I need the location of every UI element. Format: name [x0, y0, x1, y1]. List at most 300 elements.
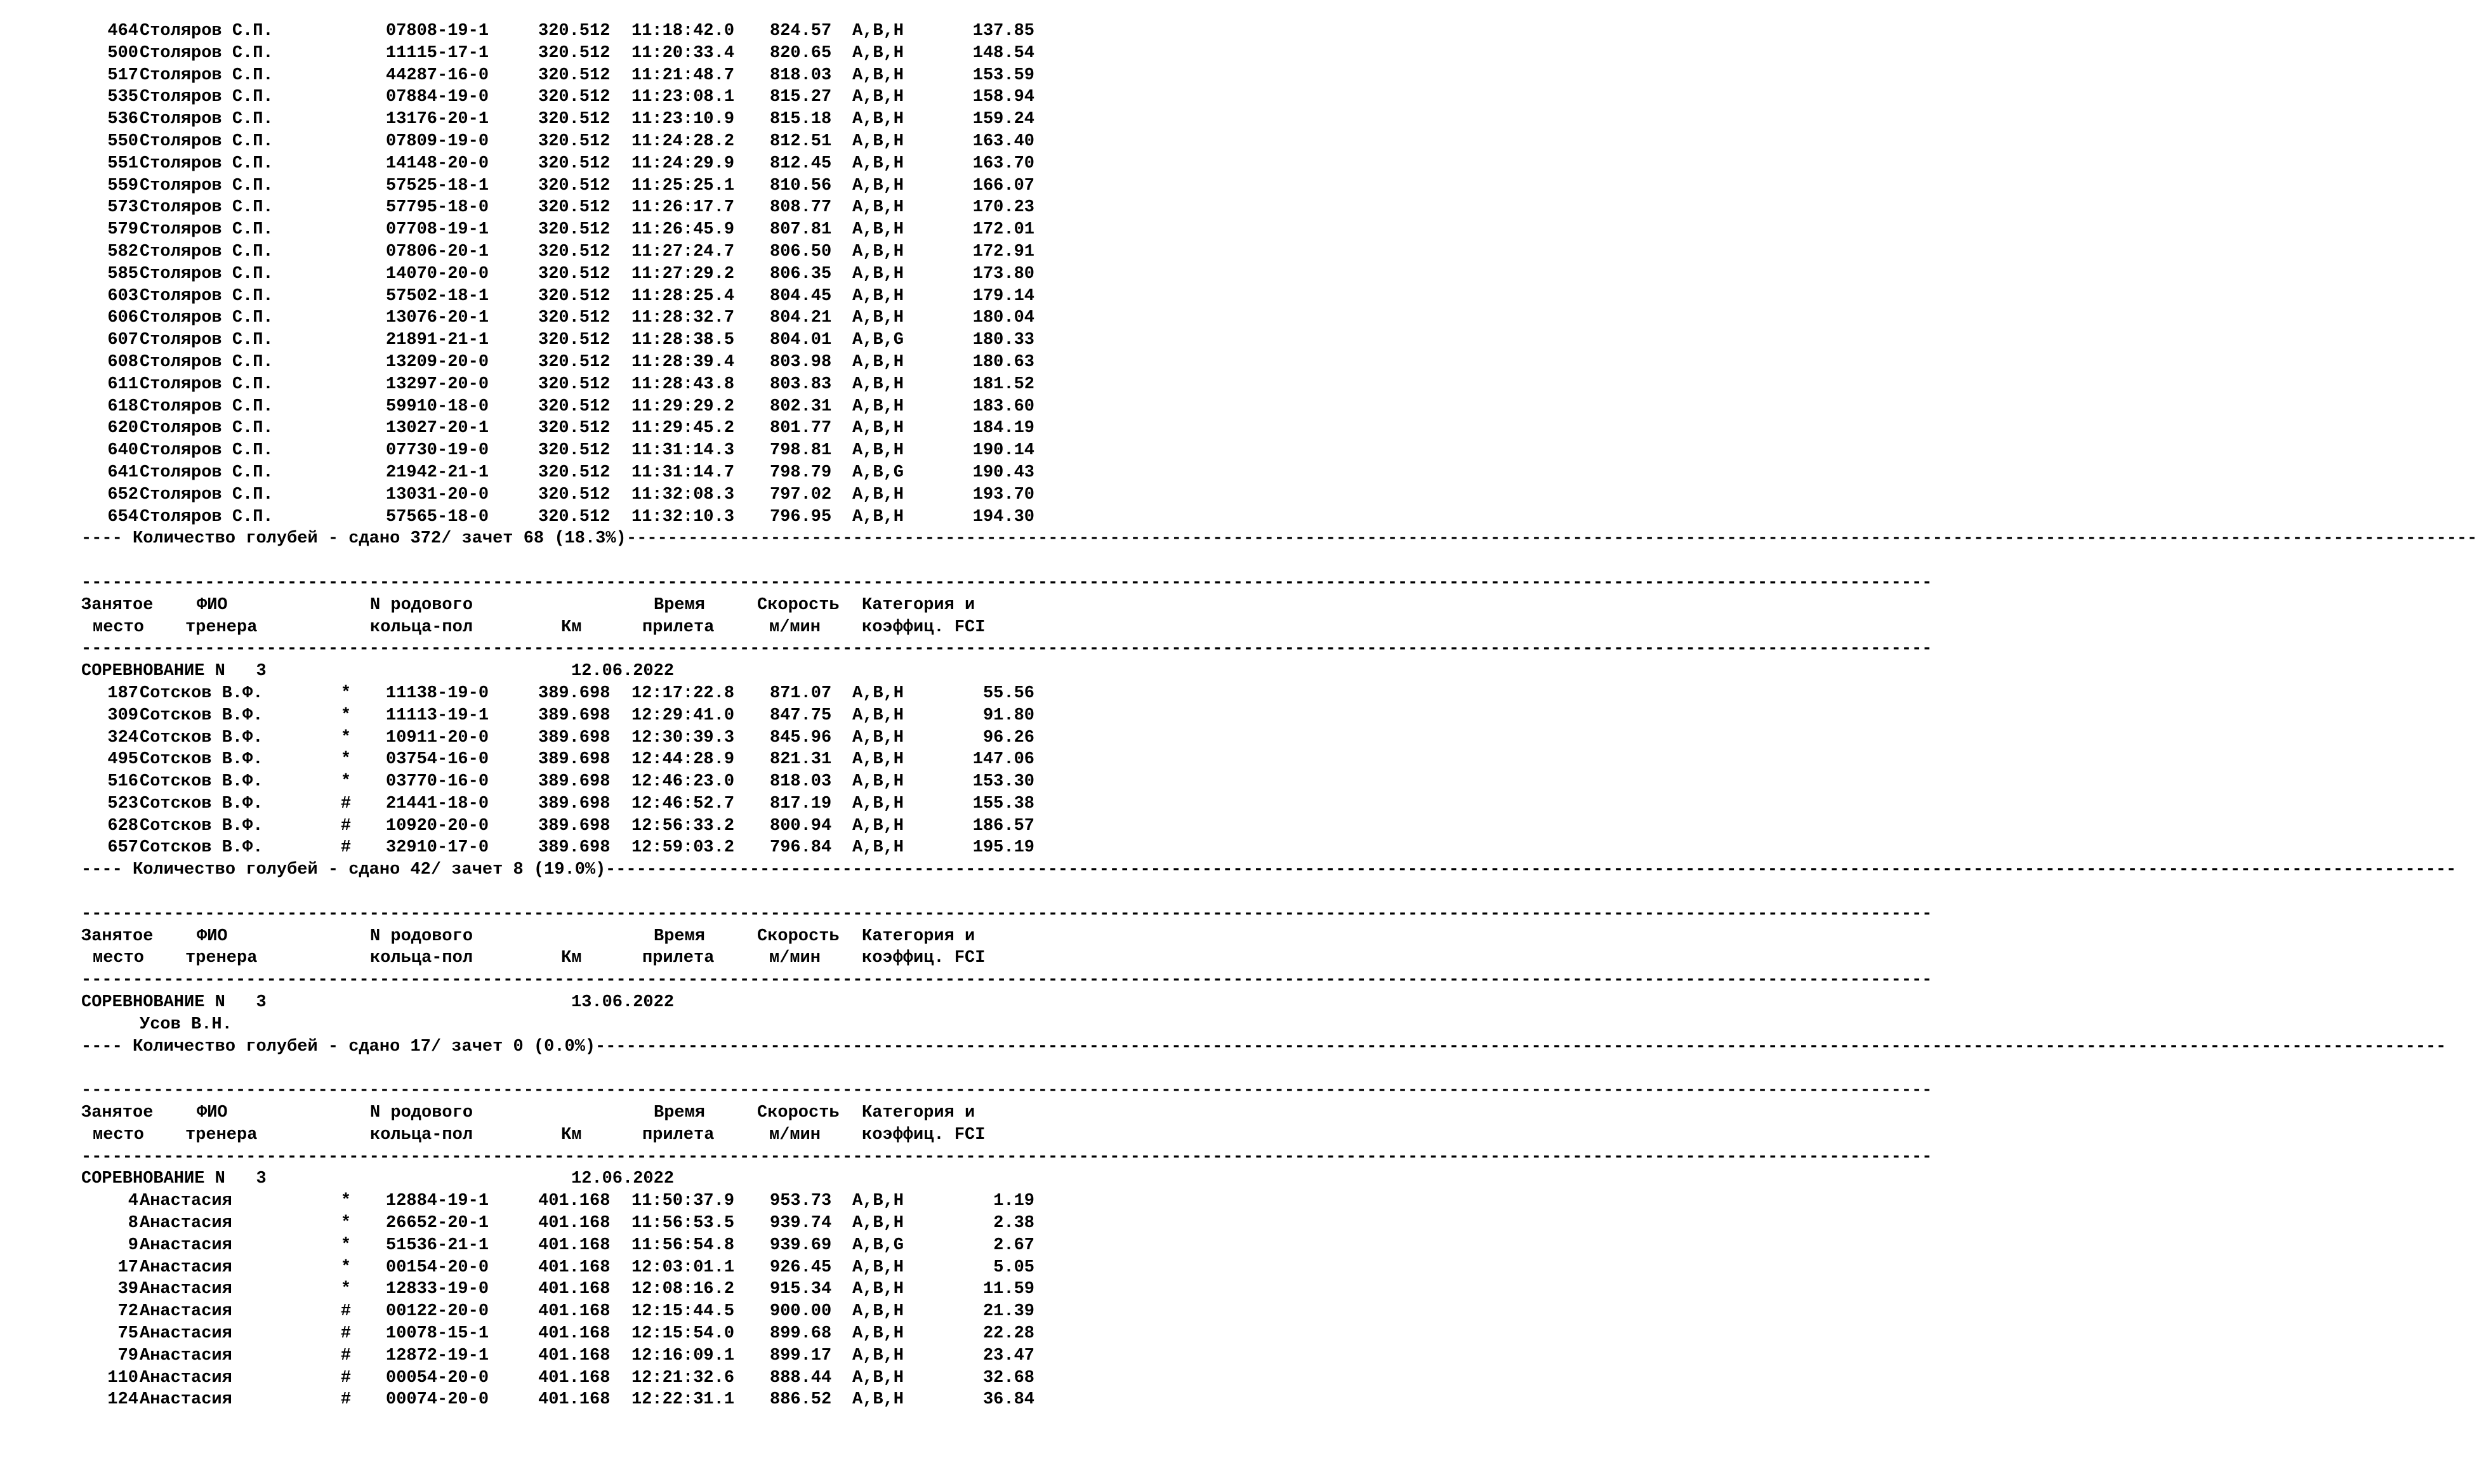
cell-time: 12:59:03.2 — [631, 838, 735, 858]
table-row — [0, 1235, 1050, 1257]
cell-speed: 915.34 — [770, 1280, 832, 1299]
cell-fci: 22.28 — [982, 1324, 1034, 1344]
table-row — [0, 771, 1050, 793]
cell-speed: 824.57 — [770, 22, 832, 41]
cell-place: 517 — [107, 65, 138, 85]
trainer-name: Усов В.Н. — [140, 1015, 232, 1034]
cell-cat: A,B,H — [852, 1192, 904, 1211]
cell-time: 12:30:39.3 — [631, 728, 735, 747]
cell-ring: 11113-19-1 — [386, 706, 489, 725]
cell-speed: 806.50 — [770, 242, 832, 261]
cell-km: 320.512 — [538, 65, 611, 85]
cell-speed: 888.44 — [770, 1368, 832, 1388]
cell-name: Анастасия — [140, 1257, 232, 1277]
cell-fci: 2.67 — [993, 1235, 1034, 1255]
cell-fci: 172.91 — [972, 242, 1034, 261]
table-row — [0, 1278, 1050, 1301]
summary-text: ---- Количество голубей - сдано 17/ зачет 0 (0.0%) — [81, 1037, 596, 1056]
cell-place: 9 — [128, 1235, 138, 1255]
cell-ring: 13209-20-0 — [386, 352, 489, 372]
cell-place: 124 — [107, 1390, 138, 1410]
competition-label: СОРЕВНОВАНИЕ N 3 — [81, 662, 267, 681]
cell-time: 12:44:28.9 — [631, 750, 735, 770]
blank-line — [0, 1058, 1050, 1080]
header-rule-bottom — [0, 1146, 1932, 1169]
cell-time: 11:24:29.9 — [631, 154, 735, 173]
cell-fci: 96.26 — [982, 728, 1034, 747]
cell-speed: 806.35 — [770, 264, 832, 284]
cell-name: Столяров С.П. — [140, 198, 274, 218]
table-row — [0, 307, 1050, 329]
cell-speed: 926.45 — [770, 1257, 832, 1277]
cell-time: 11:31:14.3 — [631, 441, 735, 461]
header-rule-bottom — [0, 638, 1932, 660]
header-category-2: коэффиц. FCI — [862, 1125, 986, 1145]
cell-ring: 12833-19-0 — [386, 1280, 489, 1299]
header-time: Время — [654, 926, 706, 946]
cell-cat: A,B,H — [852, 1280, 904, 1299]
cell-ring: 13076-20-1 — [386, 308, 489, 328]
cell-ring: 00122-20-0 — [386, 1302, 489, 1322]
header-category-2: коэффиц. FCI — [862, 949, 986, 968]
cell-name: Анастасия — [140, 1280, 232, 1299]
column-header-row-2 — [0, 1124, 1050, 1146]
cell-cat: A,B,H — [852, 374, 904, 394]
cell-speed: 812.51 — [770, 131, 832, 151]
cell-place: 551 — [107, 154, 138, 173]
cell-fci: 183.60 — [972, 397, 1034, 416]
cell-speed: 939.74 — [770, 1214, 832, 1233]
cell-speed: 801.77 — [770, 419, 832, 438]
cell-ring: 07708-19-1 — [386, 220, 489, 240]
cell-km: 401.168 — [538, 1214, 611, 1233]
cell-fci: 155.38 — [972, 794, 1034, 813]
cell-cat: A,B,H — [852, 838, 904, 858]
header-category: Категория и — [862, 595, 975, 615]
cell-speed: 796.95 — [770, 507, 832, 527]
cell-time: 11:28:38.5 — [631, 331, 735, 350]
table-row — [0, 1389, 1050, 1411]
cell-speed: 804.01 — [770, 331, 832, 350]
cell-place: 324 — [107, 728, 138, 747]
cell-name: Анастасия — [140, 1302, 232, 1322]
header-place-2: место — [93, 949, 145, 968]
cell-cat: A,B,H — [852, 22, 904, 41]
cell-cat: A,B,H — [852, 88, 904, 107]
cell-name: Анастасия — [140, 1235, 232, 1255]
cell-ring: 44287-16-0 — [386, 65, 489, 85]
summary-line — [0, 859, 2457, 881]
cell-speed: 800.94 — [770, 816, 832, 836]
header-time-2: прилета — [642, 949, 715, 968]
cell-time: 11:28:43.8 — [631, 374, 735, 394]
dashed-rule: ------------------------------------------------------------------------------------------------------------------------------------------------------------------------------------ — [81, 971, 1932, 990]
cell-time: 11:56:54.8 — [631, 1235, 735, 1255]
cell-ring: 10911-20-0 — [386, 728, 489, 747]
cell-time: 12:08:16.2 — [631, 1280, 735, 1299]
cell-speed: 815.18 — [770, 110, 832, 129]
cell-name: Сотсков В.Ф. — [140, 750, 263, 770]
cell-mark: * — [340, 1192, 352, 1211]
cell-place: 654 — [107, 507, 138, 527]
cell-ring: 00074-20-0 — [386, 1390, 489, 1410]
cell-name: Столяров С.П. — [140, 308, 274, 328]
table-row — [0, 396, 1050, 418]
cell-km: 389.698 — [538, 838, 611, 858]
cell-fci: 179.14 — [972, 286, 1034, 306]
header-category: Категория и — [862, 1103, 975, 1123]
cell-place: 8 — [128, 1214, 138, 1233]
cell-time: 11:26:45.9 — [631, 220, 735, 240]
cell-ring: 13297-20-0 — [386, 374, 489, 394]
cell-speed: 812.45 — [770, 154, 832, 173]
cell-cat: A,B,G — [852, 331, 904, 350]
cell-time: 12:15:54.0 — [631, 1324, 735, 1344]
cell-name: Сотсков В.Ф. — [140, 794, 263, 813]
cell-cat: A,B,H — [852, 816, 904, 836]
cell-ring: 03770-16-0 — [386, 772, 489, 792]
cell-name: Сотсков В.Ф. — [140, 772, 263, 792]
header-ring-2: кольца-пол — [370, 949, 473, 968]
cell-cat: A,B,H — [852, 154, 904, 173]
table-row — [0, 286, 1050, 308]
cell-speed: 802.31 — [770, 397, 832, 416]
dashed-rule: ------------------------------------------------------------------------------------------------------------------------------------------------------------------------------------ — [81, 640, 1932, 659]
cell-speed: 900.00 — [770, 1302, 832, 1322]
table-row — [0, 374, 1050, 396]
cell-speed: 807.81 — [770, 220, 832, 240]
header-speed-2: м/мин — [769, 949, 821, 968]
cell-ring: 14070-20-0 — [386, 264, 489, 284]
cell-km: 320.512 — [538, 220, 611, 240]
summary-dash-fill: ------------------------------------------------------------------------------------------------------------------------------------------------------------------------------------ — [595, 1037, 2447, 1056]
cell-fci: 180.63 — [972, 352, 1034, 372]
table-row — [0, 20, 1050, 43]
cell-ring: 57525-18-1 — [386, 176, 489, 195]
table-row — [0, 175, 1050, 197]
cell-name: Столяров С.П. — [140, 485, 274, 504]
cell-cat: A,B,H — [852, 794, 904, 813]
cell-km: 320.512 — [538, 242, 611, 261]
cell-km: 320.512 — [538, 198, 611, 218]
cell-name: Столяров С.П. — [140, 22, 274, 41]
cell-ring: 11138-19-0 — [386, 683, 489, 703]
cell-speed: 810.56 — [770, 176, 832, 195]
cell-speed: 798.79 — [770, 463, 832, 482]
cell-km: 320.512 — [538, 131, 611, 151]
dashed-rule: ------------------------------------------------------------------------------------------------------------------------------------------------------------------------------------ — [81, 1081, 1932, 1101]
cell-mark: * — [340, 772, 352, 792]
cell-ring: 59910-18-0 — [386, 397, 489, 416]
cell-name: Столяров С.П. — [140, 419, 274, 438]
cell-km: 320.512 — [538, 154, 611, 173]
cell-name: Столяров С.П. — [140, 154, 274, 173]
table-row — [0, 749, 1050, 771]
table-row — [0, 241, 1050, 263]
cell-km: 320.512 — [538, 374, 611, 394]
cell-ring: 10078-15-1 — [386, 1324, 489, 1344]
cell-place: 72 — [117, 1302, 138, 1322]
cell-name: Столяров С.П. — [140, 286, 274, 306]
cell-speed: 818.03 — [770, 65, 832, 85]
cell-ring: 13027-20-1 — [386, 419, 489, 438]
cell-cat: A,B,H — [852, 419, 904, 438]
cell-fci: 91.80 — [982, 706, 1034, 725]
cell-km: 320.512 — [538, 507, 611, 527]
competition-label: СОРЕВНОВАНИЕ N 3 — [81, 1169, 267, 1189]
cell-name: Столяров С.П. — [140, 43, 274, 63]
cell-km: 320.512 — [538, 43, 611, 63]
cell-fci: 5.05 — [993, 1257, 1034, 1277]
cell-cat: A,B,H — [852, 1324, 904, 1344]
cell-place: 536 — [107, 110, 138, 129]
cell-cat: A,B,H — [852, 1368, 904, 1388]
cell-time: 11:32:10.3 — [631, 507, 735, 527]
cell-cat: A,B,H — [852, 1302, 904, 1322]
cell-mark: * — [340, 728, 352, 747]
cell-km: 401.168 — [538, 1346, 611, 1365]
header-name-2: тренера — [185, 949, 258, 968]
cell-speed: 798.81 — [770, 441, 832, 461]
header-rule-bottom — [0, 969, 1932, 992]
cell-km: 320.512 — [538, 331, 611, 350]
cell-cat: A,B,H — [852, 441, 904, 461]
cell-speed: 804.45 — [770, 286, 832, 306]
cell-time: 12:29:41.0 — [631, 706, 735, 725]
cell-speed: 820.65 — [770, 43, 832, 63]
column-header-row-1 — [0, 594, 1050, 617]
cell-km: 320.512 — [538, 441, 611, 461]
cell-speed: 871.07 — [770, 683, 832, 703]
cell-name: Анастасия — [140, 1390, 232, 1410]
cell-mark: # — [340, 794, 352, 813]
cell-cat: A,B,H — [852, 352, 904, 372]
header-place: Занятое — [81, 595, 154, 615]
cell-ring: 13031-20-0 — [386, 485, 489, 504]
header-speed: Скорость — [757, 595, 840, 615]
cell-name: Столяров С.П. — [140, 88, 274, 107]
cell-name: Столяров С.П. — [140, 65, 274, 85]
dashed-rule: ------------------------------------------------------------------------------------------------------------------------------------------------------------------------------------ — [81, 904, 1932, 924]
cell-mark: # — [340, 1302, 352, 1322]
cell-ring: 12884-19-1 — [386, 1192, 489, 1211]
cell-km: 401.168 — [538, 1192, 611, 1211]
cell-place: 75 — [117, 1324, 138, 1344]
cell-mark: # — [340, 816, 352, 836]
header-time: Время — [654, 1103, 706, 1123]
cell-km: 320.512 — [538, 88, 611, 107]
cell-ring: 21942-21-1 — [386, 463, 489, 482]
cell-name: Столяров С.П. — [140, 352, 274, 372]
cell-speed: 899.68 — [770, 1324, 832, 1344]
trainer-line — [0, 1014, 1050, 1036]
cell-fci: 184.19 — [972, 419, 1034, 438]
cell-speed: 939.69 — [770, 1235, 832, 1255]
competition-label: СОРЕВНОВАНИЕ N 3 — [81, 993, 267, 1013]
cell-time: 11:27:29.2 — [631, 264, 735, 284]
cell-km: 389.698 — [538, 683, 611, 703]
cell-cat: A,B,H — [852, 397, 904, 416]
cell-fci: 153.30 — [972, 772, 1034, 792]
header-time: Время — [654, 595, 706, 615]
cell-name: Сотсков В.Ф. — [140, 683, 263, 703]
table-row — [0, 837, 1050, 859]
table-row — [0, 219, 1050, 241]
header-place-2: место — [93, 617, 145, 637]
cell-place: 606 — [107, 308, 138, 328]
cell-fci: 137.85 — [972, 22, 1034, 41]
table-row — [0, 153, 1050, 175]
cell-speed: 953.73 — [770, 1192, 832, 1211]
cell-fci: 170.23 — [972, 198, 1034, 218]
cell-km: 320.512 — [538, 110, 611, 129]
cell-name: Столяров С.П. — [140, 397, 274, 416]
cell-place: 39 — [117, 1280, 138, 1299]
cell-ring: 26652-20-1 — [386, 1214, 489, 1233]
cell-place: 582 — [107, 242, 138, 261]
cell-speed: 803.83 — [770, 374, 832, 394]
header-km: Км — [561, 617, 582, 637]
cell-cat: A,B,H — [852, 110, 904, 129]
header-speed-2: м/мин — [769, 617, 821, 637]
cell-km: 401.168 — [538, 1257, 611, 1277]
cell-cat: A,B,H — [852, 772, 904, 792]
cell-ring: 57795-18-0 — [386, 198, 489, 218]
cell-place: 523 — [107, 794, 138, 813]
cell-speed: 899.17 — [770, 1346, 832, 1365]
header-rule-top — [0, 572, 1932, 594]
cell-cat: A,B,H — [852, 176, 904, 195]
cell-km: 320.512 — [538, 286, 611, 306]
header-rule-top — [0, 1080, 1932, 1102]
cell-fci: 173.80 — [972, 264, 1034, 284]
header-speed: Скорость — [757, 926, 840, 946]
cell-ring: 57565-18-0 — [386, 507, 489, 527]
column-header-row-2 — [0, 617, 1050, 639]
cell-ring: 13176-20-1 — [386, 110, 489, 129]
cell-speed: 808.77 — [770, 198, 832, 218]
cell-speed: 804.21 — [770, 308, 832, 328]
cell-place: 640 — [107, 441, 138, 461]
cell-fci: 180.33 — [972, 331, 1034, 350]
cell-fci: 55.56 — [982, 683, 1034, 703]
cell-time: 11:31:14.7 — [631, 463, 735, 482]
cell-name: Сотсков В.Ф. — [140, 706, 263, 725]
cell-fci: 159.24 — [972, 110, 1034, 129]
header-name: ФИО — [197, 926, 228, 946]
table-row — [0, 1257, 1050, 1279]
cell-fci: 32.68 — [982, 1368, 1034, 1388]
cell-km: 389.698 — [538, 794, 611, 813]
header-ring-2: кольца-пол — [370, 1125, 473, 1145]
cell-name: Столяров С.П. — [140, 110, 274, 129]
cell-ring: 07730-19-0 — [386, 441, 489, 461]
cell-fci: 148.54 — [972, 43, 1034, 63]
summary-text: ---- Количество голубей - сдано 42/ зачет 8 (19.0%) — [81, 860, 606, 880]
header-ring: N родового — [370, 1103, 473, 1123]
cell-ring: 00054-20-0 — [386, 1368, 489, 1388]
cell-name: Столяров С.П. — [140, 242, 274, 261]
competition-date: 12.06.2022 — [571, 1169, 675, 1189]
cell-time: 11:56:53.5 — [631, 1214, 735, 1233]
cell-fci: 147.06 — [972, 750, 1034, 770]
cell-cat: A,B,H — [852, 1390, 904, 1410]
cell-km: 401.168 — [538, 1280, 611, 1299]
cell-mark: # — [340, 1324, 352, 1344]
table-row — [0, 683, 1050, 705]
cell-fci: 11.59 — [982, 1280, 1034, 1299]
cell-time: 12:22:31.1 — [631, 1390, 735, 1410]
cell-cat: A,B,H — [852, 198, 904, 218]
table-row — [0, 417, 1050, 440]
cell-km: 389.698 — [538, 728, 611, 747]
cell-speed: 817.19 — [770, 794, 832, 813]
cell-place: 187 — [107, 683, 138, 703]
header-name-2: тренера — [185, 617, 258, 637]
cell-ring: 07809-19-0 — [386, 131, 489, 151]
cell-place: 550 — [107, 131, 138, 151]
header-rule-top — [0, 903, 1932, 926]
table-row — [0, 1212, 1050, 1235]
competition-line — [0, 1168, 1050, 1190]
table-row — [0, 43, 1050, 65]
cell-ring: 10920-20-0 — [386, 816, 489, 836]
cell-km: 401.168 — [538, 1302, 611, 1322]
cell-time: 11:23:10.9 — [631, 110, 735, 129]
competition-date: 13.06.2022 — [571, 993, 675, 1013]
cell-speed: 818.03 — [770, 772, 832, 792]
cell-cat: A,B,H — [852, 220, 904, 240]
cell-cat: A,B,H — [852, 264, 904, 284]
table-row — [0, 1345, 1050, 1367]
column-header-row-1 — [0, 1102, 1050, 1124]
cell-time: 11:29:29.2 — [631, 397, 735, 416]
cell-time: 11:29:45.2 — [631, 419, 735, 438]
table-row — [0, 131, 1050, 153]
cell-speed: 815.27 — [770, 88, 832, 107]
cell-speed: 797.02 — [770, 485, 832, 504]
header-ring: N родового — [370, 926, 473, 946]
cell-place: 657 — [107, 838, 138, 858]
cell-fci: 193.70 — [972, 485, 1034, 504]
header-category-2: коэффиц. FCI — [862, 617, 986, 637]
cell-time: 11:24:28.2 — [631, 131, 735, 151]
cell-ring: 51536-21-1 — [386, 1235, 489, 1255]
summary-dash-fill: ------------------------------------------------------------------------------------------------------------------------------------------------------------------------------------ — [626, 529, 2477, 549]
cell-cat: A,B,H — [852, 1214, 904, 1233]
cell-place: 495 — [107, 750, 138, 770]
header-time-2: прилета — [642, 617, 715, 637]
cell-ring: 32910-17-0 — [386, 838, 489, 858]
cell-time: 12:21:32.6 — [631, 1368, 735, 1388]
header-place: Занятое — [81, 926, 154, 946]
table-row — [0, 197, 1050, 219]
cell-name: Столяров С.П. — [140, 176, 274, 195]
cell-cat: A,B,H — [852, 485, 904, 504]
cell-fci: 21.39 — [982, 1302, 1034, 1322]
cell-km: 320.512 — [538, 308, 611, 328]
cell-time: 12:17:22.8 — [631, 683, 735, 703]
cell-fci: 194.30 — [972, 507, 1034, 527]
cell-ring: 57502-18-1 — [386, 286, 489, 306]
cell-ring: 03754-16-0 — [386, 750, 489, 770]
cell-mark: * — [340, 1280, 352, 1299]
cell-place: 618 — [107, 397, 138, 416]
cell-ring: 21441-18-0 — [386, 794, 489, 813]
cell-fci: 2.38 — [993, 1214, 1034, 1233]
cell-fci: 36.84 — [982, 1390, 1034, 1410]
table-row — [0, 1323, 1050, 1345]
